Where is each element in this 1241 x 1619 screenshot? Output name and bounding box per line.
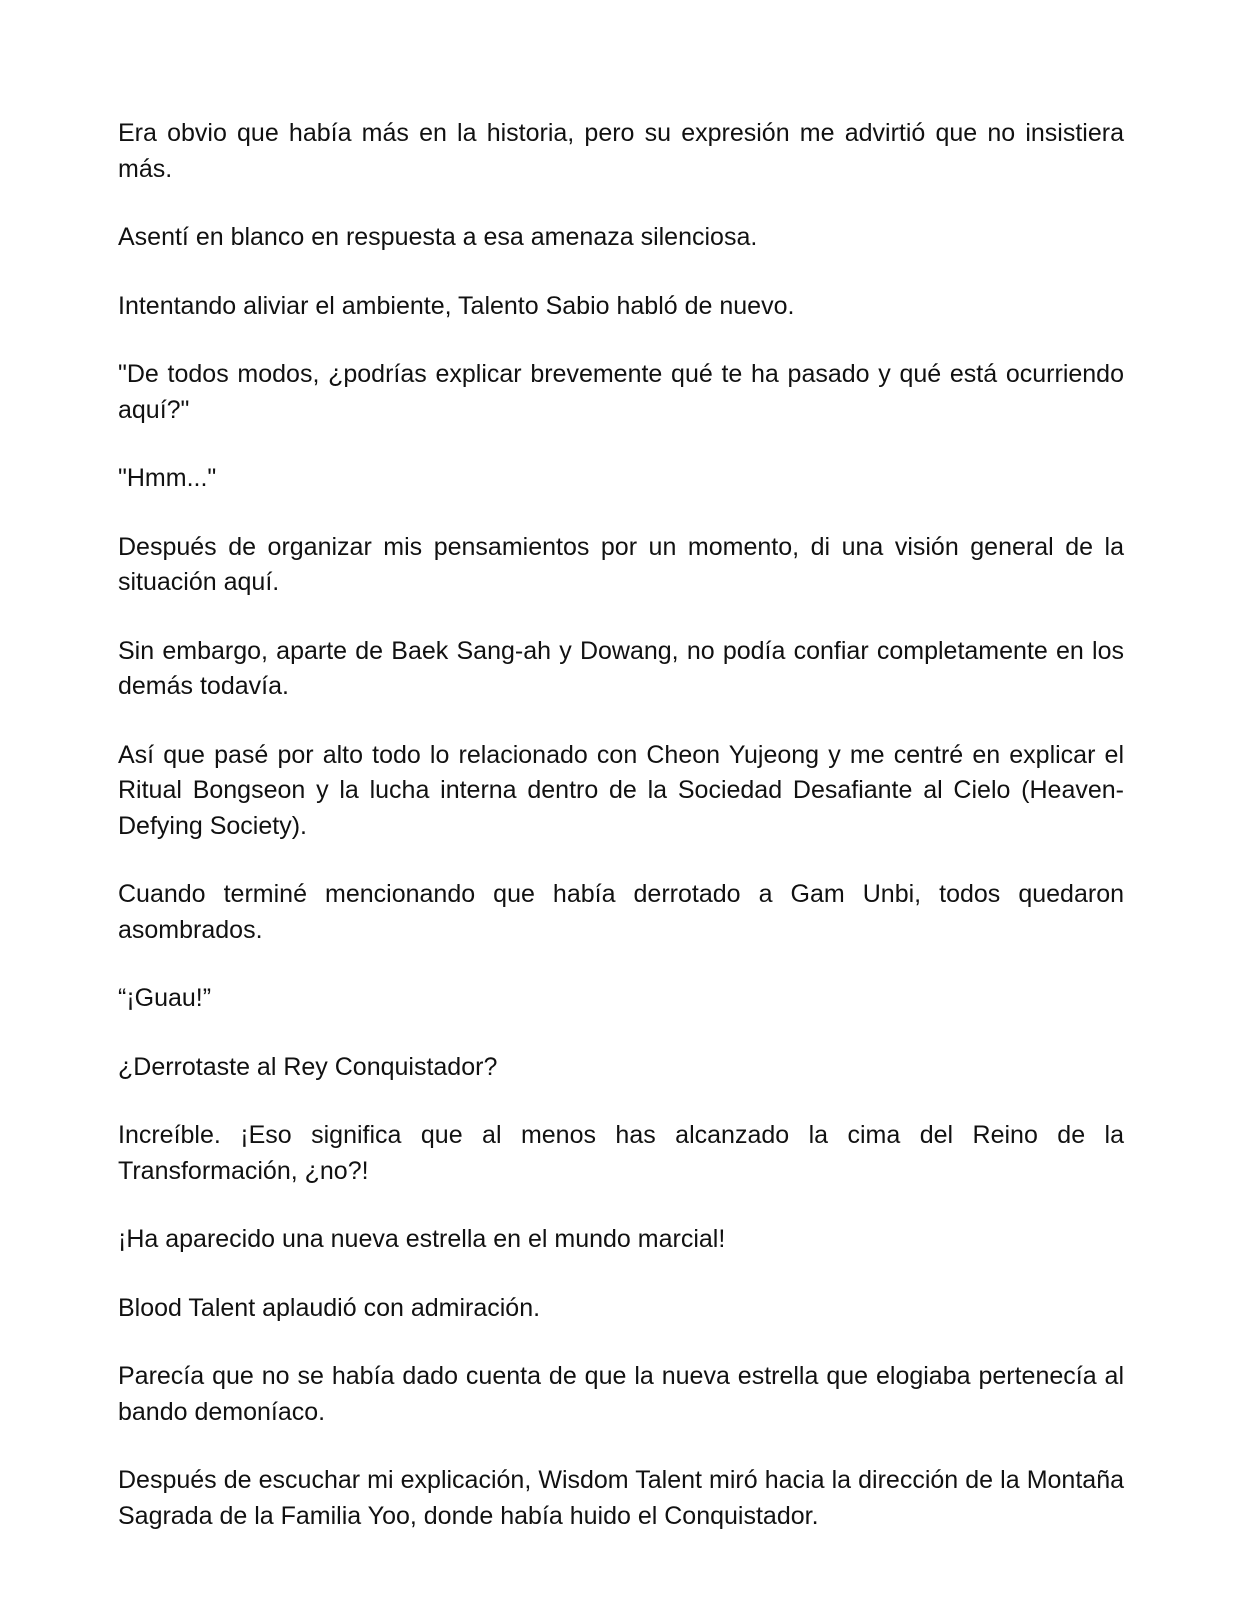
paragraph: Parecía que no se había dado cuenta de que la nueva estrella que elogiaba pertenecía al bando demoníaco. [118, 1362, 1124, 1426]
paragraph: Blood Talent aplaudió con admiración. [118, 1293, 541, 1322]
paragraph: Después de escuchar mi explicación, Wisdom Talent miró hacia la dirección de la Montaña Sagrada de la Familia Yoo, donde había huido el Conquistador. [118, 1466, 1124, 1530]
paragraph: "Hmm..." [118, 464, 217, 492]
paragraph: Después de organizar mis pensamientos por un momento, di una visión general de la situación aquí. [118, 532, 1124, 596]
paragraph: "De todos modos, ¿podrías explicar brevemente qué te ha pasado y qué está ocurriendo aquí?" [118, 360, 1124, 424]
paragraph: Así que pasé por alto todo lo relacionado con Cheon Yujeong y me centré en explicar el Ritual Bongseon y la lucha interna dentro de la Sociedad Desafiante al Cielo (Heaven-Defying Society). [118, 740, 1124, 840]
paragraph: ¿Derrotaste al Rey Conquistador? [118, 1052, 498, 1081]
paragraph: Asentí en blanco en respuesta a esa amenaza silenciosa. [118, 223, 758, 251]
paragraph: Increíble. ¡Eso significa que al menos has alcanzado la cima del Reino de la Transformación, ¿no?! [118, 1121, 1124, 1185]
paragraph: Sin embargo, aparte de Baek Sang-ah y Dowang, no podía confiar completamente en los demás todavía. [118, 636, 1124, 700]
paragraph: ¡Ha aparecido una nueva estrella en el mundo marcial! [118, 1225, 726, 1253]
paragraph: Cuando terminé mencionando que había derrotado a Gam Unbi, todos quedaron asombrados. [118, 880, 1124, 944]
document-body [118, 116, 1124, 1534]
paragraph: Era obvio que había más en la historia, pero su expresión me advirtió que no insistiera más. [118, 119, 1124, 183]
paragraph: Intentando aliviar el ambiente, Talento Sabio habló de nuevo. [118, 291, 795, 320]
paragraph: “¡Guau!” [118, 984, 212, 1012]
